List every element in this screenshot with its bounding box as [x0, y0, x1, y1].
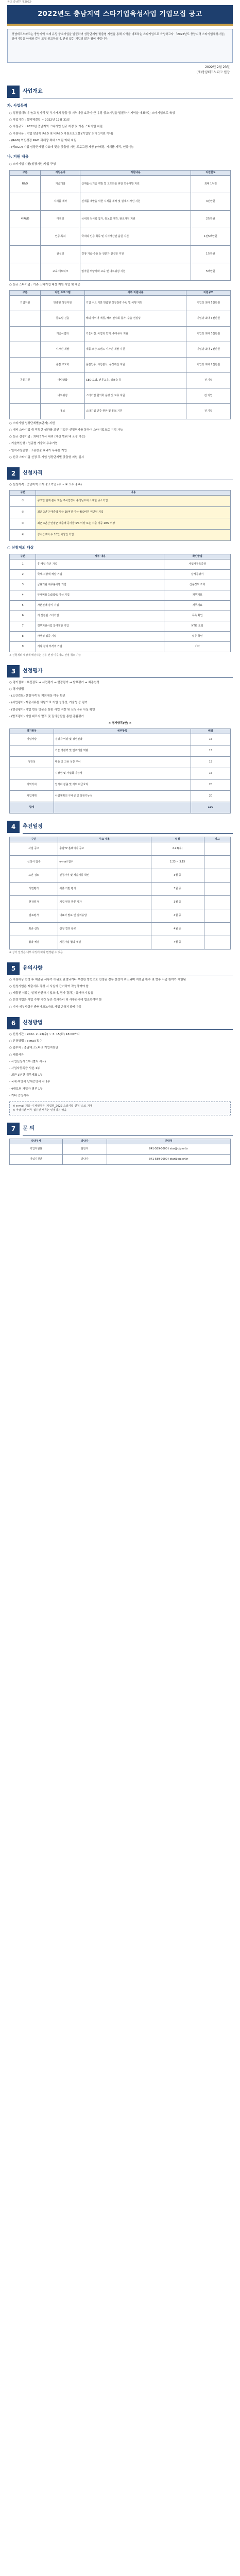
- table-cell: 업종 확인: [164, 632, 231, 642]
- table-cell: 매출 및 고용 성장 추이: [54, 757, 191, 768]
- table-cell: 신청자격 및 제출서류 확인: [58, 869, 151, 883]
- table-cell: [10, 326, 41, 342]
- table-cell: 2.23(수): [151, 842, 204, 856]
- table-row: [10, 611, 231, 621]
- table-header: 주요 내용: [58, 837, 151, 842]
- table-cell: 제품·포장·브랜드 디자인 개발 지원: [84, 342, 186, 357]
- table-cell: 비R&D: [10, 210, 41, 228]
- issuer: (재)충남테크노파크 원장: [196, 70, 230, 74]
- table-row: [10, 601, 231, 611]
- table-row: [10, 175, 231, 193]
- paragraph: ○ 신청기업은 제출서류 작성 시 사실에 근거하여 작성하여야 함: [9, 985, 89, 989]
- table-cell: 6: [10, 611, 36, 621]
- table-caption: < 평가항목(안) >: [108, 722, 132, 725]
- table-cell: 협약 체결: [10, 936, 58, 950]
- table-cell: 시장성 및 사업화 가능성: [54, 768, 191, 779]
- table-cell: 1: [10, 560, 36, 570]
- table-cell: 4: [10, 590, 36, 601]
- table-cell: 2.23 ~ 3.15: [151, 856, 204, 869]
- table-cell: R&D: [10, 175, 41, 193]
- table-row: [10, 496, 231, 507]
- table-header: 평가항목: [10, 729, 54, 734]
- sub-heading: 가. 사업목적: [7, 104, 27, 108]
- table-cell: 시제품 제작: [41, 193, 80, 210]
- table-cell: 기술 경쟁력 및 연구개발 역량: [54, 745, 191, 757]
- table-cell: 사행성 업종 기업: [36, 632, 164, 642]
- table-cell: 재무제표: [164, 601, 231, 611]
- table-cell: 전 기업: [186, 403, 231, 419]
- paragraph: ○ 성장잠재력이 높고 일자리 및 부가가치 창출 등 지역파급 효과가 큰 유망 중소기업을 발굴하여 지역을 대표하는 스타기업으로 육성: [9, 112, 175, 115]
- table-cell: 15: [191, 734, 230, 745]
- table-header: 구분: [10, 490, 36, 496]
- contact-table: [9, 1139, 231, 1165]
- table-cell: 담당자: [62, 1154, 107, 1164]
- table-cell: 글로벌 진출: [41, 311, 85, 326]
- table-row: [10, 923, 231, 936]
- eligibility-table: [9, 490, 231, 541]
- doc-header: 공고 충남TP 제2022-: [7, 1, 32, 4]
- table-row: [10, 388, 231, 403]
- paragraph: - 사업신청서 1부 (별지 서식): [9, 1060, 46, 1063]
- table-cell: ①: [10, 496, 36, 507]
- table-cell: 5: [10, 601, 36, 611]
- table-cell: 대표자 발표 및 질의응답: [58, 909, 151, 923]
- table-cell: 국세·지방세 체납 기업: [36, 570, 164, 580]
- section-number: 1: [7, 86, 20, 98]
- table-cell: 기업지원단: [10, 1144, 63, 1154]
- table-row: [10, 936, 231, 950]
- date-block: [10, 65, 230, 78]
- table-cell: e-mail 접수: [58, 856, 151, 869]
- paragraph: - (비R&D) 기업 성장단계별 수요에 맞춘 맞춤형 지원 프로그램 제공 (마케팅, 시제품 제작, 인증 등): [9, 146, 133, 149]
- section-title: 신청방법: [23, 1020, 43, 1026]
- table-cell: NTIS 조회: [164, 621, 231, 632]
- paragraph: ○ 신규 선정기업 : 최대 5개사 내외 (예산 범위 내 조정 가능): [9, 435, 85, 439]
- table-row: [10, 1154, 231, 1164]
- table-header: 지원 프로그램: [41, 290, 85, 295]
- table-row: [10, 779, 231, 791]
- table-cell: 3천만원: [191, 193, 230, 210]
- table-row: [10, 632, 231, 642]
- table-row: [10, 311, 231, 326]
- table-cell: 신용정보 조회: [164, 580, 231, 590]
- section-number: 3: [7, 665, 20, 677]
- table-row: [10, 228, 231, 245]
- table-row: [10, 530, 231, 541]
- table-cell: 전 기업: [186, 388, 231, 403]
- paragraph: - (요건검토) 신청자격 및 제외대상 여부 확인: [9, 694, 65, 698]
- paragraph: - (R&D) 혁신성장 R&D 과제당 최대 1억원 이내 지원: [9, 139, 77, 142]
- table-header: 내용: [36, 490, 231, 496]
- table-cell: 지원사업 협약 체결: [58, 936, 151, 950]
- table-row: [10, 193, 231, 210]
- table-cell: 15: [191, 768, 230, 779]
- table-cell: 2: [10, 570, 36, 580]
- table-header: 구분: [10, 170, 41, 175]
- paragraph: ○ 선정기업은 사업 수행 기간 동안 성과관리 및 사후관리에 협조하여야 함: [9, 998, 102, 1002]
- table-cell: [204, 909, 231, 923]
- table-cell: [54, 802, 191, 814]
- table-cell: 기업지원: [10, 295, 41, 311]
- table-cell: CEO 포럼, 전문교육, 워크숍 등: [84, 372, 186, 388]
- table-cell: 부채비율 1,000% 이상 기업: [36, 590, 164, 601]
- table-header: 일정: [151, 837, 204, 842]
- section-number: 7: [7, 1123, 20, 1135]
- table-cell: 현장평가: [10, 896, 58, 909]
- section-heading: [7, 86, 233, 99]
- section-number: 5: [7, 962, 20, 975]
- table-cell: 홍보: [41, 403, 85, 419]
- table-cell: 경영자 역량 및 경영전략: [54, 734, 191, 745]
- table-cell: 스타기업 인증 현판 및 홍보 지원: [84, 403, 186, 419]
- table-row: [10, 507, 231, 518]
- table-header: 세부 내용: [36, 554, 164, 560]
- paragraph: - 4대보험 가입자 명부 1부: [9, 1087, 43, 1091]
- table-header: 지원규모: [186, 290, 231, 295]
- table-row: [10, 518, 231, 530]
- table-cell: 기업당 최대 3천만원: [186, 326, 231, 342]
- table-cell: 신제품·신기술 개발 및 고도화를 위한 연구개발 지원: [80, 175, 191, 193]
- table-cell: 서류 기반 평가: [58, 883, 151, 896]
- table-header: 담당자: [62, 1139, 107, 1144]
- table-header: 구분: [10, 290, 41, 295]
- paragraph: ○ 신규 스타기업 : 기존 스타기업 대상 지원 사업 및 제공: [9, 283, 81, 286]
- table-cell: 스타기업 협의회 운영 및 교류 지원: [84, 388, 186, 403]
- table-row: [10, 896, 231, 909]
- table-cell: ④: [10, 530, 36, 541]
- table-cell: 재무제표: [164, 590, 231, 601]
- table-cell: 신제품 개발을 위한 시제품 제작 및 설계·디자인 지원: [80, 193, 191, 210]
- table-row: [10, 590, 231, 601]
- table-row: [10, 791, 231, 802]
- paragraph: ○ 스타기업 성장단계별(3단계) 지원: [9, 421, 55, 425]
- table-cell: 기타: [164, 642, 231, 652]
- table-row: [10, 757, 231, 768]
- paragraph: ○ 지원내용 : 기업 맞춤형 R&D 및 비R&D 지원프로그램 (기업당 최대 1억원 이내): [9, 132, 113, 135]
- table-cell: 국내외 인증 획득 및 지식재산권 출원 지원: [80, 228, 191, 245]
- sub-heading: 나. 지원 내용: [7, 155, 29, 159]
- paragraph: ○ 지원대상 선정 후 제출된 서류가 허위로 판명되거나 부정한 방법으로 선정된 경우 선정이 취소되며 지원금 환수 및 향후 사업 참여가 제한됨: [9, 978, 186, 981]
- table-cell: [204, 883, 231, 896]
- table-cell: [204, 896, 231, 909]
- table-header: 배점: [191, 729, 230, 734]
- section-title: 사업개요: [23, 89, 43, 94]
- table-cell: 공고일 현재 본사 또는 주사업장이 충청남도에 소재한 중소기업: [36, 496, 231, 507]
- section-title: 문 의: [23, 1125, 35, 1131]
- table-cell: [10, 263, 41, 280]
- table-cell: 3월 중: [151, 896, 204, 909]
- section-rule: [23, 1029, 233, 1030]
- table-header: 담당부서: [10, 1139, 63, 1144]
- table-note: ※ 상기 일정은 내부 사정에 따라 변경될 수 있음: [9, 951, 63, 955]
- table-header: 지원한도: [191, 170, 230, 175]
- table-cell: 4월 중: [151, 923, 204, 936]
- section-number: 2: [7, 467, 20, 480]
- table-cell: 8: [10, 632, 36, 642]
- table-cell: 전 기업: [186, 372, 231, 388]
- table-cell: 사업자등록증명: [164, 560, 231, 570]
- table-header: 확인방법: [164, 554, 231, 560]
- paragraph: ○ 지원규모 : 2022년 충남지역 스타기업 신규 지정 및 기존 스타기업 지원: [9, 125, 103, 129]
- table-cell: 최종 선정: [10, 923, 58, 936]
- table-row: [10, 734, 231, 745]
- support-table: [9, 170, 231, 281]
- table-cell: 3월 중: [151, 883, 204, 896]
- section-title: 선정평가: [23, 668, 43, 674]
- paragraph: - (발표평가) 기업 대표자 발표 및 질의응답을 통한 종합평가: [9, 715, 84, 718]
- schedule-table: [9, 837, 231, 950]
- table-cell: 2천만원: [191, 210, 230, 228]
- table-row: [10, 245, 231, 263]
- table-cell: 최근 3년간 연평균 매출액 증가율 5% 이상 또는 수출 비중 10% 이상: [36, 518, 231, 530]
- table-header: 구분: [10, 837, 58, 842]
- paragraph: ○ 접수처 : 충남테크노파크 기업지원단: [9, 1046, 58, 1050]
- table-row: [10, 1144, 231, 1154]
- paragraph: - 국세·지방세 납세증명서 각 1부: [9, 1080, 50, 1084]
- notice-title: 2022년도 충남지역 스타기업육성사업 기업모집 공고: [7, 5, 233, 24]
- table-cell: [10, 228, 41, 245]
- paragraph: - 사업자등록증 사본 1부: [9, 1067, 40, 1070]
- table-row: [10, 580, 231, 590]
- program-table: [9, 290, 231, 419]
- table-cell: 4월 중: [151, 909, 204, 923]
- table-row: [10, 621, 231, 632]
- paragraph: - 기타 증빙서류: [9, 1094, 29, 1097]
- table-cell: [204, 856, 231, 869]
- table-cell: 기술개발: [41, 175, 80, 193]
- table-row: [10, 560, 231, 570]
- table-cell: 20: [191, 779, 230, 791]
- table-cell: 100: [191, 802, 230, 814]
- table-cell: 마케팅: [41, 210, 80, 228]
- table-cell: 3: [10, 580, 36, 590]
- table-header: 연락처: [107, 1139, 230, 1144]
- table-cell: 기업당 최대 2천만원: [186, 342, 231, 357]
- notice-box: ※ e-mail 제출 시 파일명은 '기업명_2022 스타기업 신청' 으로 기재 ※ 마감시간 이후 접수된 서류는 인정하지 않음: [9, 1101, 231, 1115]
- table-cell: 041-589-0000 / star@ctp.or.kr: [107, 1154, 230, 1164]
- paragraph: - (서면평가) 제출서류를 바탕으로 기업 성장성, 기술성 등 평가: [9, 701, 88, 705]
- table-cell: 7: [10, 621, 36, 632]
- table-header: 지원내용: [80, 170, 191, 175]
- table-cell: 15: [191, 745, 230, 757]
- table-cell: 디자인 개발: [41, 342, 85, 357]
- table-cell: [204, 936, 231, 950]
- intro-text: 충남테크노파크는 충남지역 소재 유망 중소기업을 발굴하여 성장단계별 맞춤형 지원을 통해 지역을 대표하는 스타기업으로 육성하고자 「2022년도 충남지역 스타기업육성사업」 참여기업을 아래와 같이 모집 공고하오니, 관심 있는 기업의 많은 참여 바랍니다.: [7, 29, 233, 63]
- table-cell: 네트워킹: [41, 388, 85, 403]
- evaluation-table: [9, 728, 231, 814]
- table-cell: 기업당 최대 3천만원: [186, 311, 231, 326]
- table-cell: 최대 1억원: [191, 175, 230, 193]
- table-cell: 합계: [10, 802, 54, 814]
- table-cell: 1천만원: [191, 245, 230, 263]
- paragraph: ○ 신청기간 : 2022. 2. 23(수) ~ 3. 15(화) 18:00까지: [9, 1032, 80, 1036]
- table-cell: 15: [191, 757, 230, 768]
- notice-date: 2022년 2월 23일: [205, 65, 230, 69]
- table-cell: 서면평가: [10, 883, 58, 896]
- section-number: 4: [7, 821, 20, 833]
- table-cell: 지역기여: [10, 779, 54, 791]
- table-cell: 기술사업화: [41, 326, 85, 342]
- table-row: [10, 342, 231, 357]
- table-cell: 맞춤형 성장지원: [41, 295, 85, 311]
- table-cell: 기업 수요 기반 맞춤형 성장전략 수립 및 이행 지원: [84, 295, 186, 311]
- section-heading: [7, 962, 233, 976]
- table-header: 비고: [204, 837, 231, 842]
- table-cell: 선정 결과 통보: [58, 923, 151, 936]
- table-header: 지원분야: [41, 170, 80, 175]
- table-cell: 자본전액 잠식 기업: [36, 601, 164, 611]
- table-cell: 품질 고도화: [41, 357, 85, 372]
- section-heading: [7, 467, 233, 481]
- table-row: [10, 263, 231, 280]
- table-row: [10, 842, 231, 856]
- table-cell: 일자리 창출 및 지역 파급효과: [54, 779, 191, 791]
- table-row: [10, 357, 231, 372]
- table-cell: ③: [10, 518, 36, 530]
- table-row: [10, 295, 231, 311]
- table-cell: ②: [10, 507, 36, 518]
- paragraph: ○ 신청자격 : 충남지역 소재 중소기업 (① ~ ④ 모두 충족): [9, 483, 82, 487]
- paragraph: ○ 사업기간 : 협약체결일 ~ 2022년 12월 31일: [9, 118, 70, 122]
- table-row: [10, 642, 231, 652]
- section-title: 유의사항: [23, 965, 43, 971]
- paragraph: ○ 평가절차 : 요건검토 → 서면평가 → 현장평가 → 발표평가 → 최종선정: [9, 681, 99, 684]
- table-cell: 성장성: [10, 757, 54, 768]
- table-cell: 납세증명서: [164, 570, 231, 580]
- exclusion-table: [9, 554, 231, 652]
- table-row: [10, 570, 231, 580]
- table-cell: 충남TP 홈페이지 공고: [58, 842, 151, 856]
- table-row: [10, 768, 231, 779]
- table-cell: 기업역량: [10, 734, 54, 745]
- table-cell: 9: [10, 642, 36, 652]
- section-rule: [23, 833, 233, 834]
- table-cell: 휴·폐업 중인 기업: [36, 560, 164, 570]
- table-cell: 교육·네트워크: [41, 263, 80, 280]
- table-cell: 4월 중: [151, 936, 204, 950]
- table-header: 세부 지원내용: [84, 290, 186, 295]
- table-cell: 임직원 역량강화 교육 및 네트워킹 지원: [80, 263, 191, 280]
- table-cell: [204, 842, 231, 856]
- paragraph: ○ 제출된 서류는 일체 반환하지 않으며, 평가 결과는 공개하지 않음: [9, 992, 94, 995]
- table-cell: 발표평가: [10, 909, 58, 923]
- table-cell: 경영·기술·수출 등 전문가 컨설팅 지원: [80, 245, 191, 263]
- section-heading: [7, 665, 233, 679]
- table-cell: 기업지원단: [10, 1154, 63, 1164]
- table-cell: 사업 공고: [10, 842, 58, 856]
- table-row: [10, 856, 231, 869]
- table-cell: 5백만원: [191, 263, 230, 280]
- table-cell: 인증·특허: [41, 228, 80, 245]
- table-cell: 041-589-0000 / star@ctp.or.kr: [107, 1144, 230, 1154]
- section-heading: [7, 1017, 233, 1030]
- table-row: [10, 745, 231, 757]
- sub-heading: ○ 신청제외 대상: [7, 546, 34, 550]
- section-heading: [7, 821, 233, 834]
- table-cell: [10, 388, 41, 403]
- table-cell: 품질인증, 시험분석, 공정개선 지원: [84, 357, 186, 372]
- paragraph: - 일자리창출형 : 고용창출 효과가 우수한 기업: [9, 449, 67, 452]
- table-cell: [10, 768, 54, 779]
- table-cell: 공통지원: [10, 372, 41, 388]
- table-cell: 목록 확인: [164, 611, 231, 621]
- paragraph: ○ 신규 스타기업 선정 후 기업 성장단계별 맞춤형 지원 실시: [9, 455, 84, 459]
- table-cell: 담당자: [62, 1144, 107, 1154]
- paragraph: - 기술혁신형 : 업종별 기술력 우수기업: [9, 442, 58, 446]
- table-row: [10, 909, 231, 923]
- table-cell: 기 선정된 스타기업: [36, 611, 164, 621]
- section-title: 추진일정: [23, 824, 43, 830]
- table-row: [10, 372, 231, 388]
- table-cell: [204, 869, 231, 883]
- table-cell: 요건 검토: [10, 869, 58, 883]
- table-header: 구분: [10, 554, 36, 560]
- table-cell: 국내외 전시회 참가, 홍보물 제작, 판로개척 지원: [80, 210, 191, 228]
- table-cell: [10, 193, 41, 210]
- table-row: [10, 210, 231, 228]
- table-cell: 기업 현장 방문 평가: [58, 896, 151, 909]
- title-underline: [7, 24, 233, 26]
- table-cell: 컨설팅: [41, 245, 80, 263]
- table-note: ※ 신청제외 대상에 해당하는 경우 선정 이후에도 선정 취소 가능: [9, 654, 81, 657]
- paragraph: ○ 평가방법: [9, 688, 24, 691]
- section-number: 6: [7, 1017, 20, 1029]
- paragraph: ○ 스타기업 지원(성장지원)사업 구성: [9, 163, 56, 166]
- table-cell: 1천5백만원: [191, 228, 230, 245]
- paragraph: ○ 제출서류: [9, 1053, 24, 1057]
- table-cell: 상시근로자 수 10인 이상인 기업: [36, 530, 231, 541]
- paragraph: - (현장평가) 기업 현장 방문을 통한 사업 역량 및 신청내용 사실 확인: [9, 708, 95, 711]
- table-cell: 기술이전, 사업화 연계, 투자유치 지원: [84, 326, 186, 342]
- table-cell: [10, 311, 41, 326]
- section-rule: [23, 677, 233, 678]
- paragraph: - 최근 3년간 재무제표 1부: [9, 1074, 43, 1077]
- table-cell: 기업당 최대 5천만원: [186, 295, 231, 311]
- table-row: [10, 869, 231, 883]
- table-cell: 금융기관 채무불이행 기업: [36, 580, 164, 590]
- section-rule: [23, 1135, 233, 1136]
- table-cell: 해외 바이어 매칭, 해외 전시회 참가, 수출 컨설팅: [84, 311, 186, 326]
- section-title: 신청자격: [23, 470, 43, 477]
- table-cell: [10, 245, 41, 263]
- table-cell: 역량강화: [41, 372, 85, 388]
- table-header: 세부항목: [54, 729, 191, 734]
- table-cell: [10, 342, 41, 357]
- section-heading: [7, 1123, 233, 1136]
- table-cell: 기업당 최대 2천만원: [186, 357, 231, 372]
- table-cell: 사업계획의 구체성 및 실현가능성: [54, 791, 191, 802]
- table-row: [10, 403, 231, 419]
- table-cell: 20: [191, 791, 230, 802]
- table-cell: [10, 745, 54, 757]
- paragraph: ○ 예비 스타기업 중 탁월한 성과를 보인 기업은 선정평가를 통하여 스타기업으로 지정 가능: [9, 428, 123, 432]
- table-row: [10, 883, 231, 896]
- table-cell: 최근 3년간 매출액 평균 20억원 이상 400억원 미만인 기업: [36, 507, 231, 518]
- table-row: [10, 326, 231, 342]
- paragraph: ○ 기타 세부사항은 충남테크노파크 사업 운영지침에 따름: [9, 1005, 81, 1009]
- table-cell: [204, 923, 231, 936]
- table-cell: 3월 중: [151, 869, 204, 883]
- table-cell: 신청서 접수: [10, 856, 58, 869]
- table-cell: 정부지원사업 참여제한 기업: [36, 621, 164, 632]
- table-row: [10, 802, 231, 814]
- table-cell: 기타 참여 부적격 기업: [36, 642, 164, 652]
- paragraph: ○ 신청방법 : e-mail 접수: [9, 1040, 42, 1043]
- table-cell: [10, 403, 41, 419]
- table-cell: [10, 357, 41, 372]
- table-cell: 사업계획: [10, 791, 54, 802]
